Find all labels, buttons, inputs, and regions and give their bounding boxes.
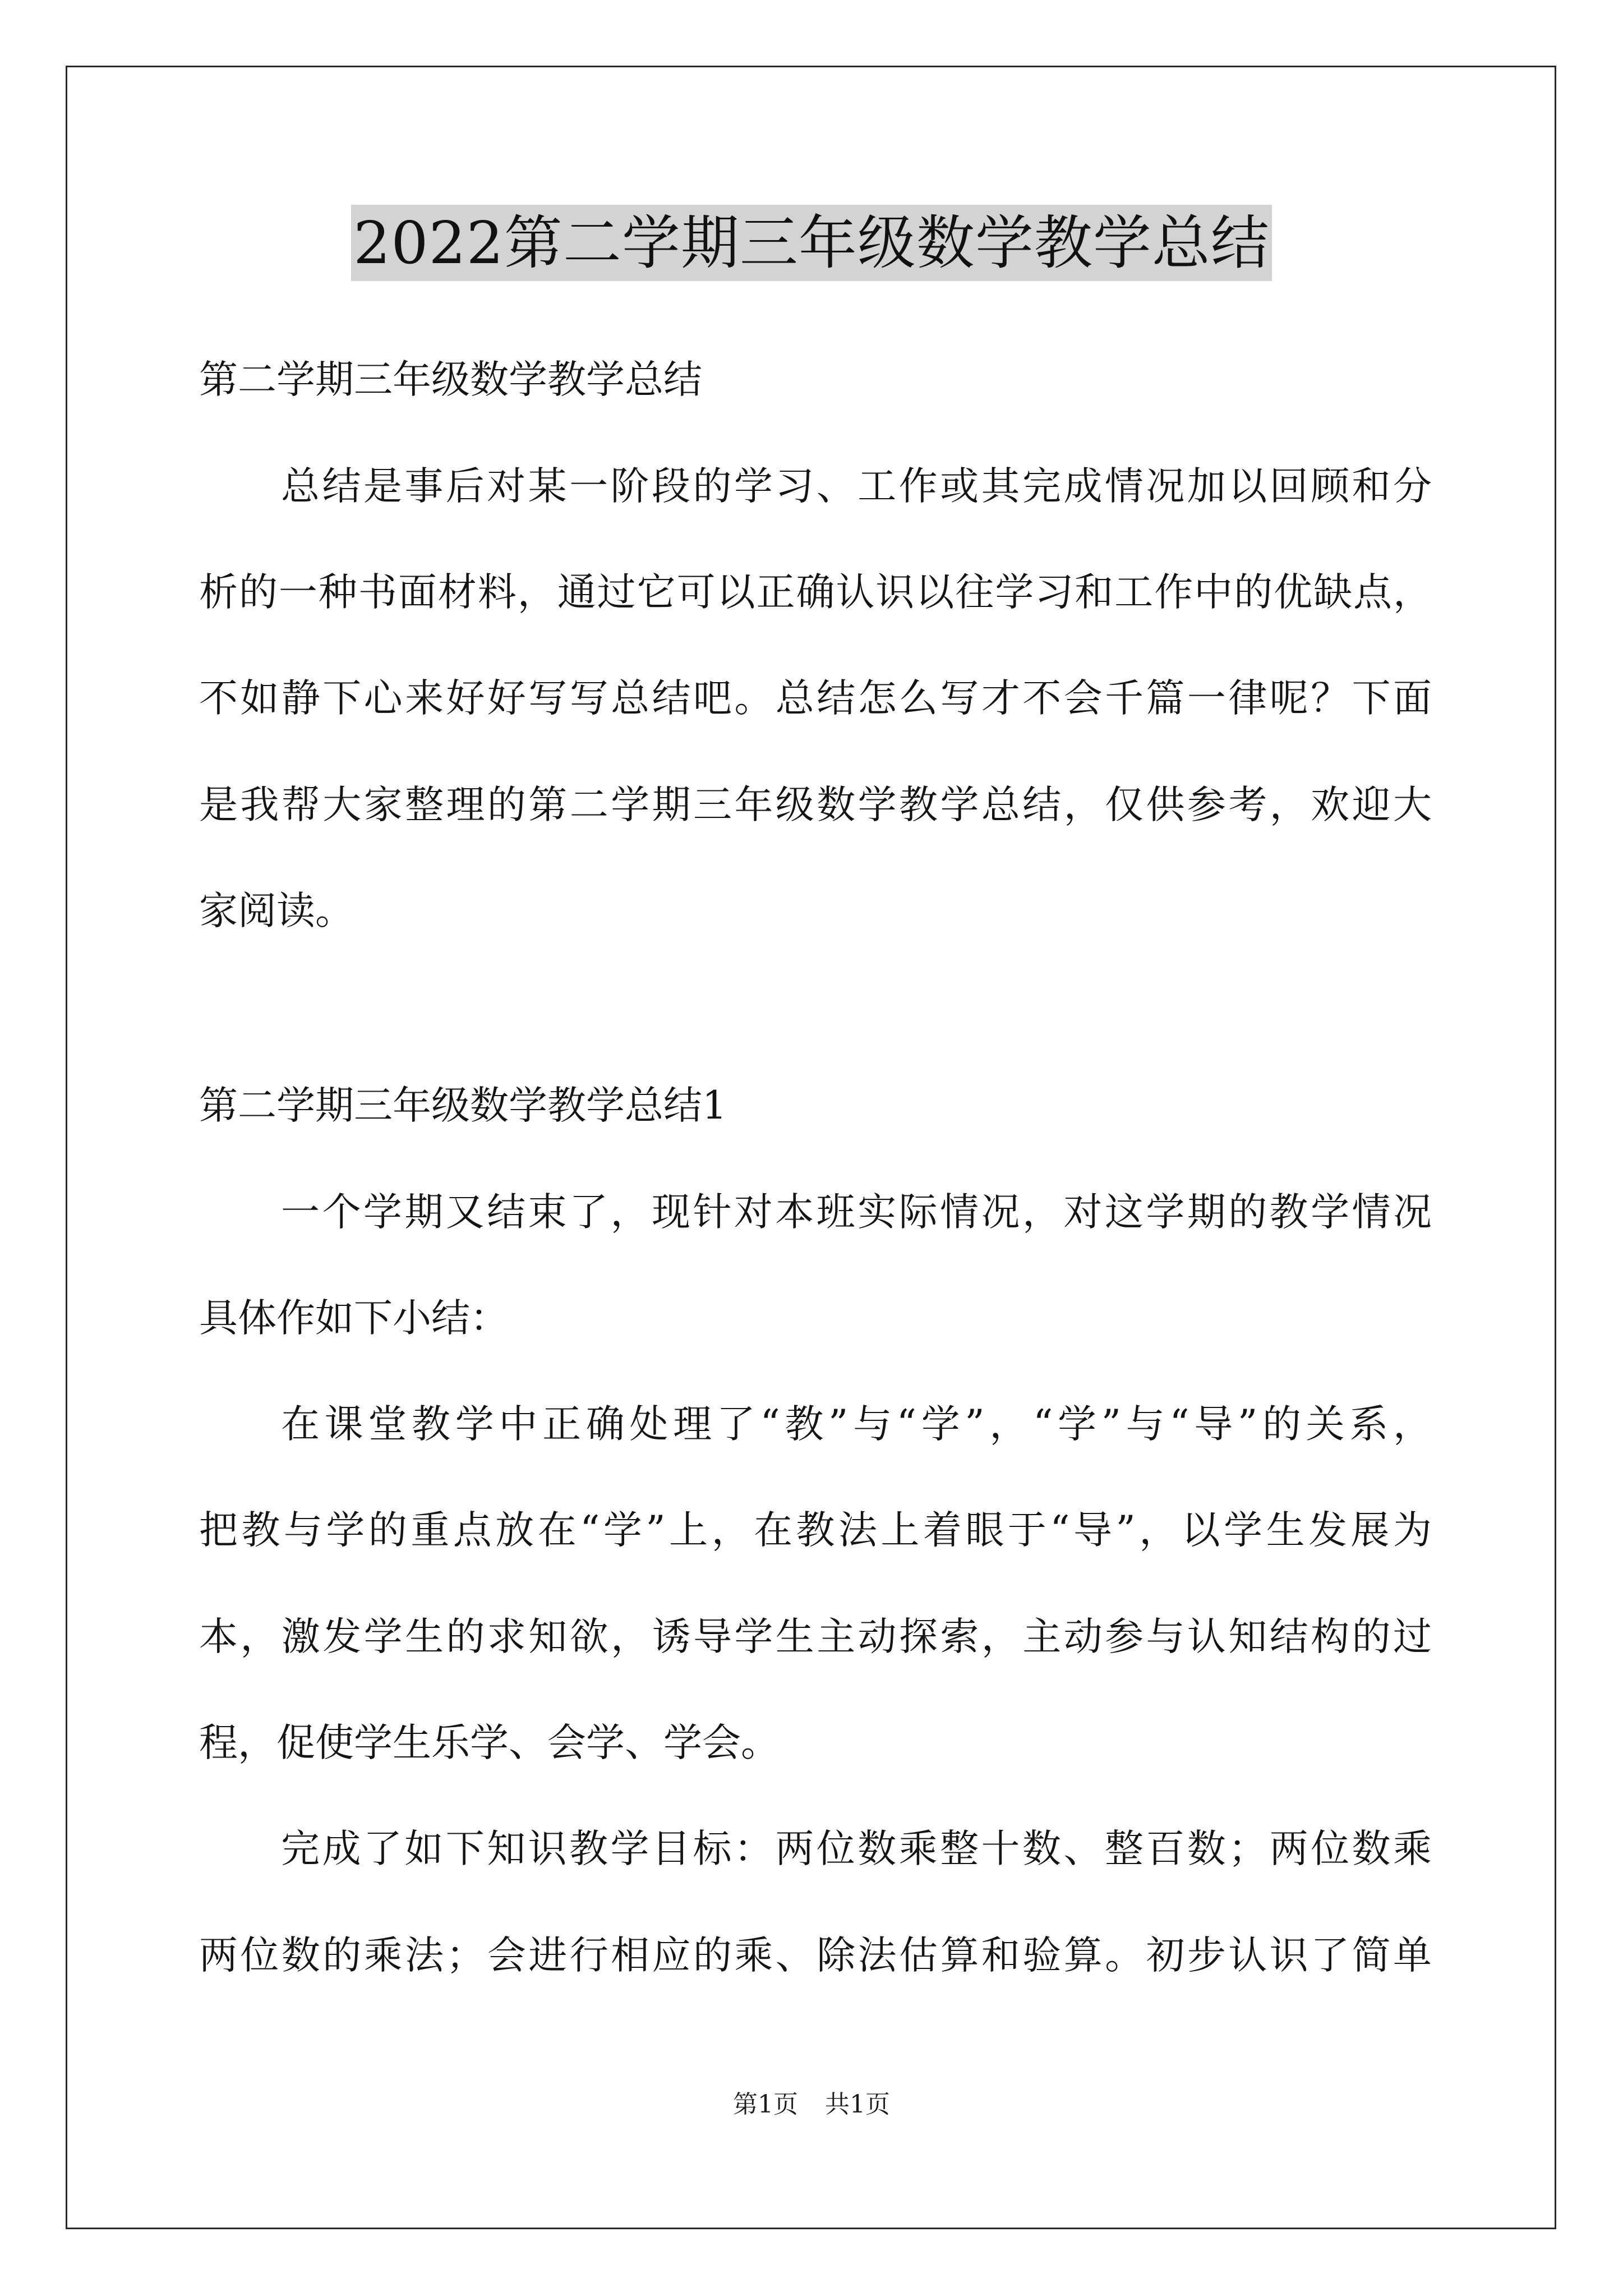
section-heading: 第二学期三年级数学教学总结1	[199, 1083, 727, 1128]
document-title: 2022第二学期三年级数学教学总结	[351, 205, 1272, 281]
intro-line-4: 是我帮大家整理的第二学期三年级数学教学总结，仅供参考，欢迎大	[199, 783, 1432, 827]
section-para2-line-4: 程，促使学生乐学、会学、学会。	[199, 1720, 780, 1765]
intro-line-2: 析的一种书面材料，通过它可以正确认识以往学习和工作中的优缺点，	[199, 570, 1432, 615]
section-para2-line-1: 在课堂教学中正确处理了“教”与“学”，“学”与“导”的关系，	[281, 1402, 1432, 1447]
section-para1-line-1: 一个学期又结束了，现针对本班实际情况，对这学期的教学情况	[281, 1190, 1432, 1235]
intro-line-5: 家阅读。	[199, 889, 354, 933]
section-para2-line-2: 把教与学的重点放在“学”上，在教法上着眼于“导”，以学生发展为	[199, 1508, 1432, 1553]
intro-line-1: 总结是事后对某一阶段的学习、工作或其完成情况加以回顾和分	[281, 464, 1432, 509]
title-container	[0, 205, 1623, 281]
intro-line-3: 不如静下心来好好写写总结吧。总结怎么写才不会千篇一律呢？下面	[199, 676, 1432, 721]
page-footer	[0, 2088, 1623, 2122]
section-para3-line-1: 完成了如下知识教学目标：两位数乘整十数、整百数；两位数乘	[281, 1826, 1432, 1871]
section-para2-line-3: 本，激发学生的求知欲，诱导学生主动探索，主动参与认知结构的过	[199, 1614, 1432, 1659]
section-para1-line-2: 具体作如下小结：	[199, 1296, 509, 1341]
document-subtitle: 第二学期三年级数学教学总结	[199, 357, 702, 402]
page-total: 共1页	[825, 2090, 890, 2119]
section-para3-line-2: 两位数的乘法；会进行相应的乘、除法估算和验算。初步认识了简单	[199, 1933, 1432, 1978]
page-number: 第1页	[733, 2090, 798, 2119]
